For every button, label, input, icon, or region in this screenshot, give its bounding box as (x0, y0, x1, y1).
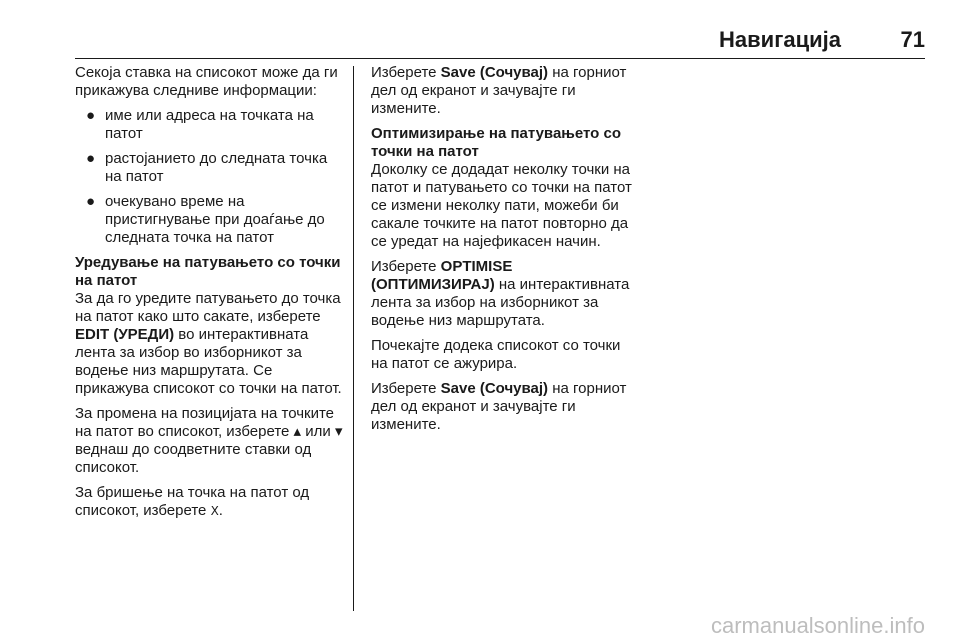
intro-paragraph: Секоја ставка на списокот може да ги прикажува следниве информации: (75, 64, 338, 99)
edit-heading: Уредување на патувањето со точки на патот (75, 254, 341, 289)
bullet-icon: ● (86, 150, 96, 167)
save-option-label: Save (Сочувај) (440, 380, 549, 397)
arrow-down-icon: ▾ (334, 423, 343, 440)
reorder-paragraph: За промена на позицијата на точките на патот во списокот, изберете ▴ или ▾ веднаш до соодветните ставки од списокот. (75, 405, 343, 476)
optimise-option-label: OPTIMISE (ОПТИМИЗИРАЈ) (371, 258, 513, 293)
save-paragraph: Изберете Save (Сочувај) на горниот дел од екранот и зачувајте ги измените. (371, 64, 627, 117)
save-option-label: Save (Сочувај) (440, 64, 549, 81)
watermark: carmanualsonline.info (710, 613, 925, 638)
left-column (75, 64, 345, 527)
arrow-up-icon: ▴ (293, 423, 302, 440)
edit-paragraph: За да го уредите патувањето до точка на патот како што сакате, изберете EDIT (УРЕДИ) во интерактивната лента за избор во изборникот за водење низ маршрутата. Се прикажува списокот со точки на патот. (75, 290, 342, 397)
save-paragraph-2: Изберете Save (Сочувај) на горниот дел од екранот и зачувајте ги измените. (371, 380, 627, 433)
bullet-icon: ● (86, 193, 96, 210)
list-item: ● име или адреса на точката на патот (86, 107, 314, 142)
column-divider (353, 66, 354, 611)
list-item: ● очекувано време на пристигнување при доаѓање до следната точка на патот (86, 193, 325, 246)
delete-paragraph: За бришење на точка на патот од списокот, изберете X. (75, 484, 310, 519)
page-number: 71 (900, 27, 925, 52)
wait-paragraph: Почекајте додека списокот со точки на патот се ажурира. (371, 337, 621, 372)
edit-option-label: EDIT (УРЕДИ) (75, 326, 175, 343)
header-rule (75, 58, 925, 59)
optimise-heading: Оптимизирање на патувањето со точки на патот (371, 125, 622, 160)
right-column (371, 64, 636, 441)
list-item: ● растојанието до следната точка на патот (86, 150, 328, 185)
section-title: Навигација (719, 27, 841, 52)
page-header (75, 26, 925, 54)
optimise-intro: Доколку се додадат неколку точки на патот и патувањето со точки на патот се измени неколку пати, можеби би сакале точките на патот повторно да се уредат на најефикасен начин. (371, 161, 632, 250)
optimise-paragraph: Изберете OPTIMISE (ОПТИМИЗИРАЈ) на интерактивната лента за избор на изборникот за водење низ маршрутата. (371, 258, 630, 329)
delete-x-icon: X (210, 504, 219, 518)
info-list (75, 107, 345, 247)
bullet-icon: ● (86, 107, 96, 124)
